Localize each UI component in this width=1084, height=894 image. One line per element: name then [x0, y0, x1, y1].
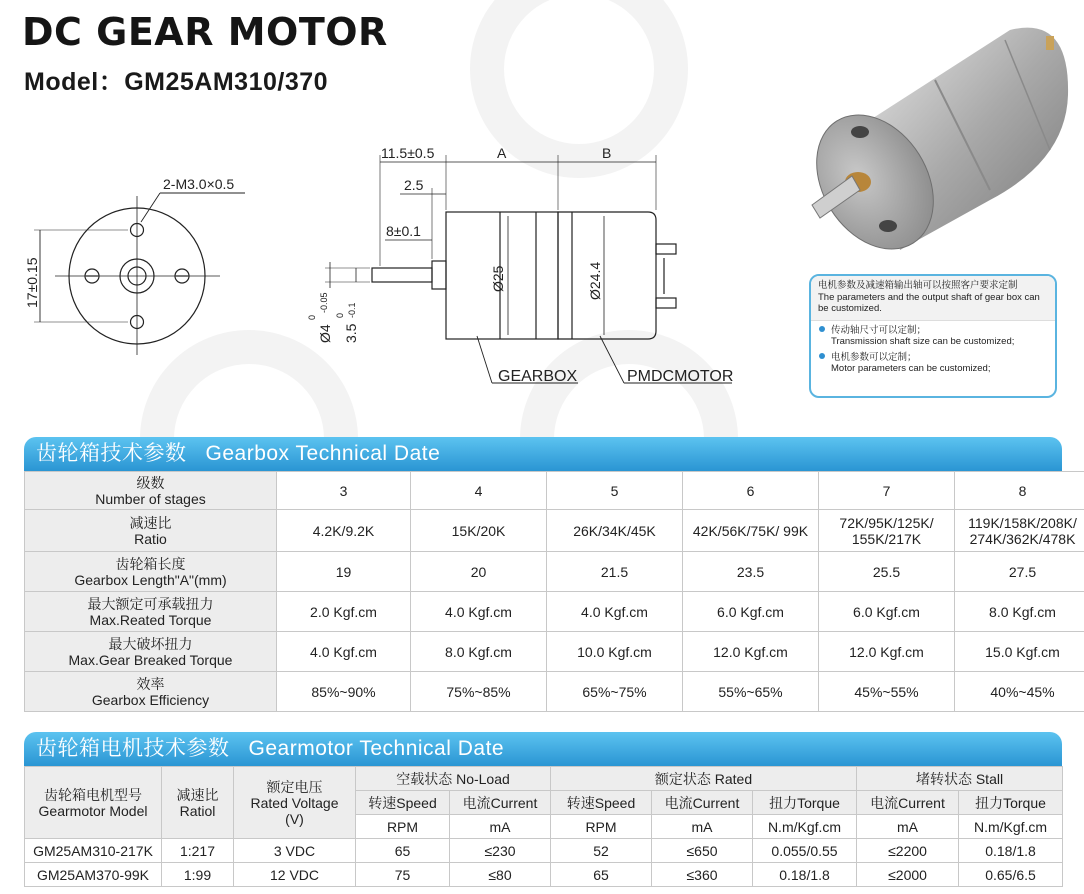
table-cell: 0.18/1.8 — [753, 863, 857, 887]
page-title: DC GEAR MOTOR — [22, 10, 388, 54]
table-cell: 6.0 Kgf.cm — [683, 592, 819, 632]
table-cell: 75 — [356, 863, 450, 887]
front-view — [34, 193, 245, 355]
gearbox-title-cn: 齿轮箱技术参数 — [36, 442, 187, 465]
row-label-cn: 效率 — [136, 675, 165, 692]
table-cell: 15K/20K — [411, 510, 547, 552]
table-cell: 75%~85% — [411, 672, 547, 712]
table-cell: 12 VDC — [234, 863, 356, 887]
table-cell: ≤360 — [652, 863, 753, 887]
table-cell: 1:217 — [162, 839, 234, 863]
table-cell: GM25AM370-99K — [25, 863, 162, 887]
table-cell: 6 — [683, 472, 819, 510]
header-torque: 扭力Torque — [753, 791, 857, 815]
table-cell: ≤230 — [450, 839, 551, 863]
header-current: 电流Current — [652, 791, 753, 815]
table-cell: 20 — [411, 552, 547, 592]
gearbox-section — [24, 437, 1077, 712]
dim-a: A — [497, 145, 507, 161]
gearbox-table — [24, 471, 1084, 712]
row-label-cn: 减速比 — [129, 514, 172, 531]
table-cell: ≤2200 — [857, 839, 959, 863]
table-row — [25, 592, 1084, 632]
row-label-cn: 最大破坏扭力 — [108, 635, 193, 652]
dim-3-5-tol-upper: 0 — [335, 312, 345, 318]
header-model-en: Gearmotor Model — [38, 802, 148, 819]
table-row — [25, 632, 1084, 672]
header-ratio-cn: 减速比 — [176, 786, 219, 803]
table-row — [25, 472, 1084, 510]
table-cell: 27.5 — [955, 552, 1084, 592]
table-cell: 119K/158K/208K/ 274K/362K/478K — [955, 510, 1084, 552]
header-voltage-en: Rated Voltage — [250, 794, 339, 811]
row-label-cn: 级数 — [136, 474, 165, 491]
table-cell: 8 — [955, 472, 1084, 510]
header-rated: 额定状态 Rated — [551, 767, 857, 791]
table-cell: 40%~45% — [955, 672, 1084, 712]
table-cell: 1:99 — [162, 863, 234, 887]
row-label-en: Ratio — [134, 530, 167, 547]
unit-nm: N.m/Kgf.cm — [959, 815, 1063, 839]
row-label-en: Max.Reated Torque — [89, 611, 212, 628]
table-cell: 7 — [819, 472, 955, 510]
gearmotor-title-cn: 齿轮箱电机技术参数 — [36, 737, 230, 760]
note-head-en: The parameters and the output shaft of gear box can be customized. — [818, 291, 1040, 314]
table-cell: ≤2000 — [857, 863, 959, 887]
dim-2-5: 2.5 — [404, 177, 424, 193]
table-cell: 52 — [551, 839, 652, 863]
table-row — [25, 552, 1084, 592]
gearbox-label: GEARBOX — [498, 368, 578, 385]
table-cell: 10.0 Kgf.cm — [547, 632, 683, 672]
gearmotor-title-en: Gearmotor Technical Date — [248, 737, 505, 760]
header-speed: 转速Speed — [551, 791, 652, 815]
table-cell: 42K/56K/75K/ 99K — [683, 510, 819, 552]
row-label-cn: 齿轮箱长度 — [115, 555, 186, 572]
row-label — [25, 672, 277, 712]
table-cell: ≤650 — [652, 839, 753, 863]
dim-4: Ø4 — [317, 324, 333, 343]
row-label-en: Number of stages — [95, 490, 206, 507]
header-voltage-unit: (V) — [285, 810, 304, 827]
gearmotor-section-header — [24, 732, 1062, 766]
table-row — [25, 510, 1084, 552]
note-item-en: Transmission shaft size can be customized; — [831, 336, 1015, 347]
unit-ma: mA — [450, 815, 551, 839]
table-cell: 65 — [551, 863, 652, 887]
unit-rpm: RPM — [356, 815, 450, 839]
table-cell: 19 — [277, 552, 411, 592]
table-cell: 0.055/0.55 — [753, 839, 857, 863]
header-model-cn: 齿轮箱电机型号 — [44, 786, 142, 803]
table-cell: 4.0 Kgf.cm — [411, 592, 547, 632]
header-torque: 扭力Torque — [959, 791, 1063, 815]
table-row — [25, 672, 1084, 712]
table-cell: 12.0 Kgf.cm — [819, 632, 955, 672]
note-item-cn: 传动轴尺寸可以定制； — [831, 324, 927, 336]
row-label-cn: 最大额定可承载扭力 — [87, 595, 214, 612]
row-label — [25, 510, 277, 552]
header-speed: 转速Speed — [356, 791, 450, 815]
row-label-en: Max.Gear Breaked Torque — [68, 651, 233, 668]
motor-photo — [793, 28, 1068, 271]
hole-spec-label: 2-M3.0×0.5 — [163, 176, 235, 192]
model-number: Model：GM25AM310/370 — [24, 68, 329, 96]
header-stall: 堵转状态 Stall — [857, 767, 1063, 791]
unit-ma: mA — [857, 815, 959, 839]
bullet-icon — [819, 326, 825, 332]
table-cell: 3 — [277, 472, 411, 510]
note-item-en: Motor parameters can be customized; — [831, 363, 991, 374]
header-ratio-en: Ratiol — [179, 802, 216, 819]
header-ratio — [162, 767, 234, 839]
table-cell: ≤80 — [450, 863, 551, 887]
unit-nm: N.m/Kgf.cm — [753, 815, 857, 839]
dim-11-5: 11.5±0.5 — [381, 145, 435, 161]
table-cell: 45%~55% — [819, 672, 955, 712]
bullet-icon — [819, 353, 825, 359]
table-cell: 3 VDC — [234, 839, 356, 863]
dim-4-tol-lower: -0.05 — [319, 292, 329, 313]
note-item-cn: 电机参数可以定制； — [831, 351, 917, 363]
table-cell: 26K/34K/45K — [547, 510, 683, 552]
gearmotor-section — [24, 732, 1062, 887]
table-cell: 5 — [547, 472, 683, 510]
table-cell: 23.5 — [683, 552, 819, 592]
dim-4-tol-upper: 0 — [307, 314, 317, 320]
table-cell: 4.0 Kgf.cm — [547, 592, 683, 632]
header-noload: 空载状态 No-Load — [356, 767, 551, 791]
note-head-cn: 电机参数及减速箱输出轴可以按照客户要求定制 — [818, 280, 1018, 291]
table-cell: 65%~75% — [547, 672, 683, 712]
dim-b: B — [602, 145, 612, 161]
table-cell: 65 — [356, 839, 450, 863]
row-label-en: Gearbox Length"A"(mm) — [74, 571, 227, 588]
row-label — [25, 632, 277, 672]
table-cell: 12.0 Kgf.cm — [683, 632, 819, 672]
table-cell: 85%~90% — [277, 672, 411, 712]
header-voltage-cn: 额定电压 — [266, 778, 323, 795]
header-current: 电流Current — [857, 791, 959, 815]
dim-3-5-tol-lower: -0.1 — [347, 302, 357, 318]
motor-label: PMDCMOTOR — [627, 368, 734, 385]
table-cell: 4.0 Kgf.cm — [277, 632, 411, 672]
note-item — [811, 352, 1055, 375]
table-cell: 0.18/1.8 — [959, 839, 1063, 863]
table-cell: 2.0 Kgf.cm — [277, 592, 411, 632]
dim-25: Ø25 — [490, 265, 506, 292]
unit-rpm: RPM — [551, 815, 652, 839]
dim-24-4: Ø24.4 — [587, 261, 603, 300]
table-cell: 8.0 Kgf.cm — [411, 632, 547, 672]
table-row — [25, 839, 1063, 863]
table-cell: 21.5 — [547, 552, 683, 592]
table-cell: 15.0 Kgf.cm — [955, 632, 1084, 672]
table-cell: 25.5 — [819, 552, 955, 592]
side-view — [325, 155, 732, 383]
table-cell: 55%~65% — [683, 672, 819, 712]
row-label — [25, 472, 277, 510]
table-row — [25, 863, 1063, 887]
note-header — [811, 276, 1055, 321]
table-cell: 6.0 Kgf.cm — [819, 592, 955, 632]
row-label — [25, 592, 277, 632]
dim-8: 8±0.1 — [386, 223, 421, 239]
gearbox-title-en: Gearbox Technical Date — [205, 442, 441, 465]
gearbox-section-header — [24, 437, 1062, 471]
dim-3-5: 3.5 — [343, 323, 359, 343]
table-cell: 4 — [411, 472, 547, 510]
table-cell: 0.65/6.5 — [959, 863, 1063, 887]
header-voltage — [234, 767, 356, 839]
row-label-en: Gearbox Efficiency — [91, 691, 210, 708]
table-cell: 72K/95K/125K/ 155K/217K — [819, 510, 955, 552]
customization-note — [809, 274, 1057, 398]
front-height-label: 17±0.15 — [24, 257, 40, 308]
gearmotor-table — [24, 766, 1063, 887]
table-cell: 8.0 Kgf.cm — [955, 592, 1084, 632]
table-cell: GM25AM310-217K — [25, 839, 162, 863]
header-model — [25, 767, 162, 839]
table-cell: 4.2K/9.2K — [277, 510, 411, 552]
note-item — [811, 325, 1055, 348]
unit-ma: mA — [652, 815, 753, 839]
header-current: 电流Current — [450, 791, 551, 815]
row-label — [25, 552, 277, 592]
